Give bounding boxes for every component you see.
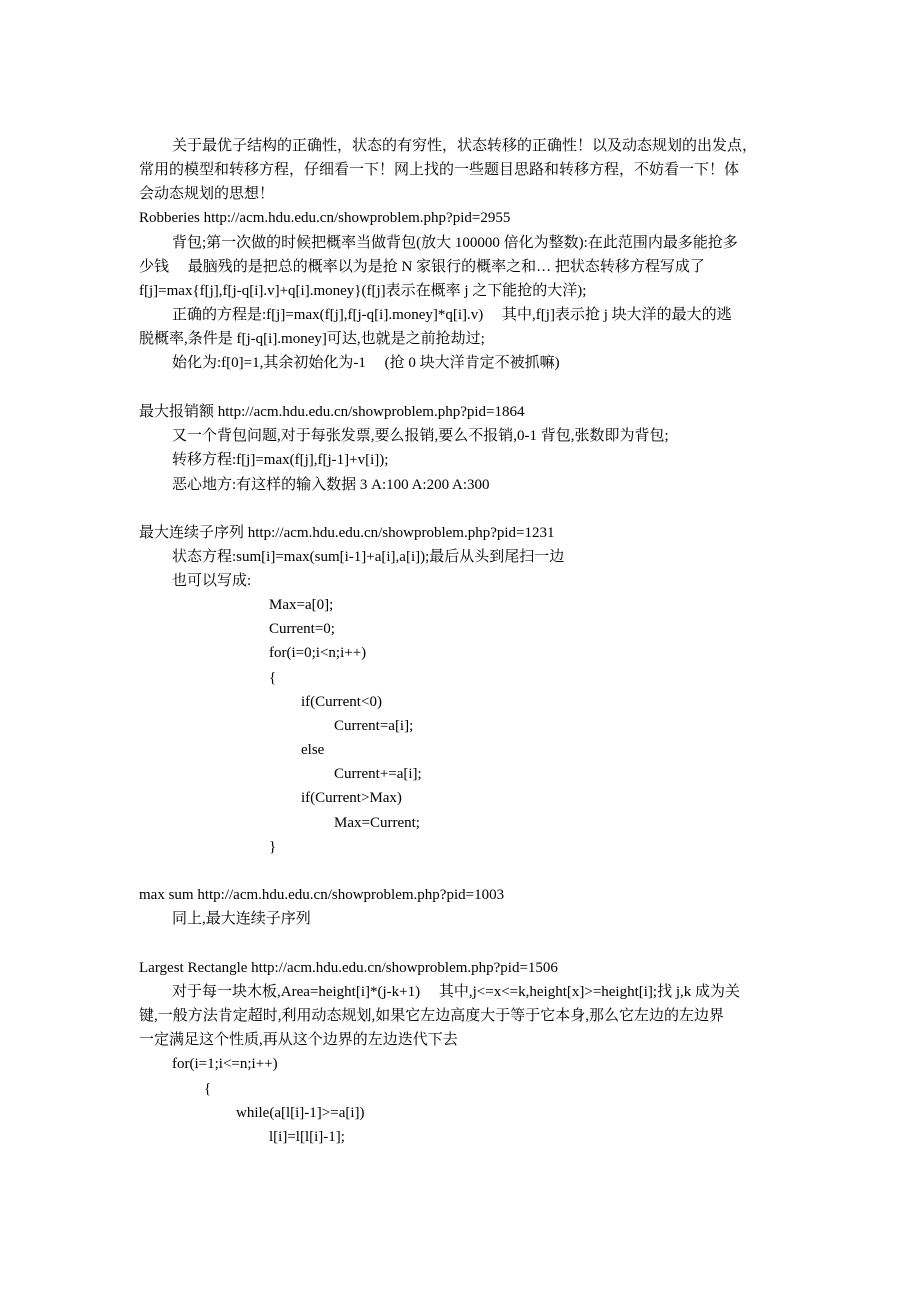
code-line: Current=0; <box>269 621 335 637</box>
max-subseq-heading: 最大连续子序列 http://acm.hdu.edu.cn/showproblem.php?pid=1231 <box>139 525 555 541</box>
largest-rect-heading: Largest Rectangle http://acm.hdu.edu.cn/showproblem.php?pid=1506 <box>139 960 558 976</box>
max-sum-line-1: 同上,最大连续子序列 <box>172 911 311 927</box>
robberies-p1-line-1: 背包;第一次做的时候把概率当做背包(放大 100000 倍化为整数):在此范围内最多能抢多 <box>172 235 738 251</box>
robberies-p2-line-2: 脱概率,条件是 f[j-q[i].money]可达,也就是之前抢劫过; <box>139 331 485 347</box>
max-reimburse-line-3: 恶心地方:有这样的输入数据 3 A:100 A:200 A:300 <box>172 477 490 493</box>
code-line: Max=Current; <box>334 815 420 831</box>
code-line: for(i=1;i<=n;i++) <box>172 1056 278 1072</box>
max-subseq-line-1: 状态方程:sum[i]=max(sum[i-1]+a[i],a[i]);最后从头到尾扫一边 <box>172 549 565 565</box>
code-line: Current=a[i]; <box>334 718 414 734</box>
code-line: l[i]=l[l[i]-1]; <box>269 1129 345 1145</box>
max-subseq-line-2: 也可以写成: <box>172 573 252 589</box>
robberies-p1-line-3: f[j]=max{f[j],f[j-q[i].v]+q[i].money}(f[j]表示在概率 j 之下能抢的大洋); <box>139 283 587 299</box>
largest-rect-line-1: 对于每一块木板,Area=height[i]*(j-k+1) 其中,j<=x<=k,height[x]>=height[i];找 j,k 成为关 <box>172 984 741 1000</box>
max-reimburse-line-2: 转移方程:f[j]=max(f[j],f[j-1]+v[i]); <box>172 452 389 468</box>
max-sum-heading: max sum http://acm.hdu.edu.cn/showproblem.php?pid=1003 <box>139 887 505 903</box>
robberies-p1-line-2: 少钱 最脑残的是把总的概率以为是抢 N 家银行的概率之和… 把状态转移方程写成了 <box>139 259 705 275</box>
max-reimburse-line-1: 又一个背包问题,对于每张发票,要么报销,要么不报销,0-1 背包,张数即为背包; <box>172 428 669 444</box>
code-line: Current+=a[i]; <box>334 766 422 782</box>
code-line: else <box>301 742 325 758</box>
robberies-p3: 始化为:f[0]=1,其余初始化为-1 (抢 0 块大洋肯定不被抓嘛) <box>172 355 560 371</box>
code-line: { <box>269 670 277 686</box>
code-line: { <box>204 1081 212 1097</box>
code-line: while(a[l[i]-1]>=a[i]) <box>236 1105 365 1121</box>
largest-rect-line-3: 一定满足这个性质,再从这个边界的左边迭代下去 <box>139 1032 458 1048</box>
max-reimburse-heading: 最大报销额 http://acm.hdu.edu.cn/showproblem.php?pid=1864 <box>139 404 525 420</box>
intro-line-1: 关于最优子结构的正确性，状态的有穷性，状态转移的正确性！以及动态规划的出发点， <box>172 138 758 154</box>
robberies-p2-line-1: 正确的方程是:f[j]=max(f[j],f[j-q[i].money]*q[i].v) 其中,f[j]表示抢 j 块大洋的最大的逃 <box>172 307 732 323</box>
largest-rect-line-2: 键,一般方法肯定超时,利用动态规划,如果它左边高度大于等于它本身,那么它左边的左边界 <box>139 1008 725 1024</box>
intro-line-2: 常用的模型和转移方程，仔细看一下！网上找的一些题目思路和转移方程，不妨看一下！体 <box>139 162 740 178</box>
code-line: for(i=0;i<n;i++) <box>269 645 367 661</box>
code-line: } <box>269 839 277 855</box>
robberies-heading: Robberies http://acm.hdu.edu.cn/showproblem.php?pid=2955 <box>139 210 511 226</box>
code-line: if(Current<0) <box>301 694 382 710</box>
code-line: Max=a[0]; <box>269 597 334 613</box>
intro-line-3: 会动态规划的思想！ <box>139 186 275 202</box>
code-line: if(Current>Max) <box>301 790 402 806</box>
